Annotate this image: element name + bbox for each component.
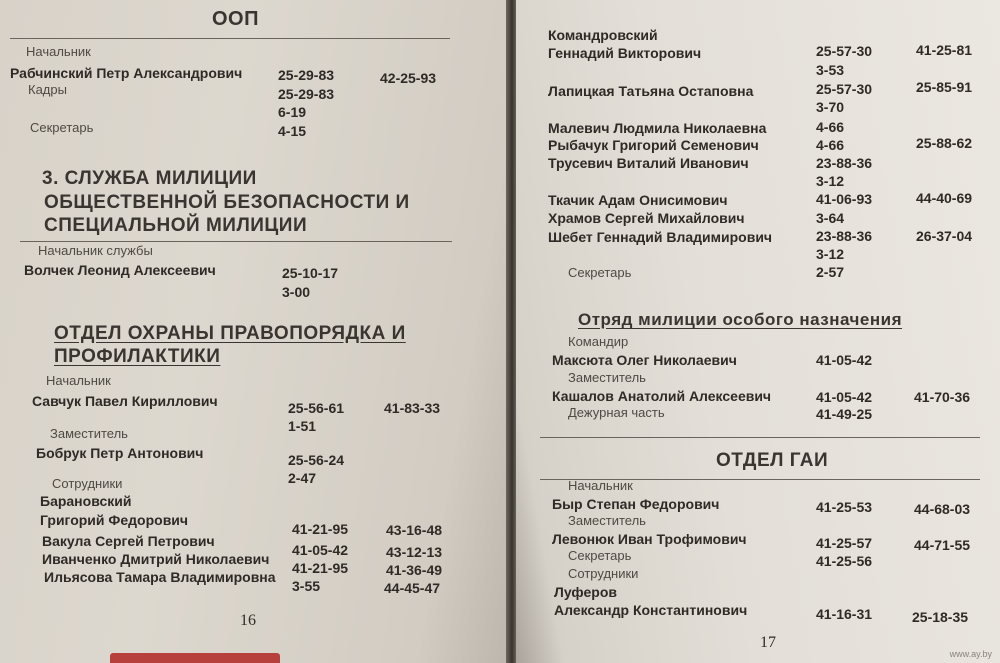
right-staff-1-phone2: 25-85-91 xyxy=(916,79,973,95)
service-heading-rule xyxy=(20,241,452,242)
right-staff-0-name-line2: Геннадий Викторович xyxy=(548,45,702,61)
right-staff-2-name: Малевич Людмила Николаевна xyxy=(548,120,767,136)
oopp-chief-phone2: 41-83-33 xyxy=(384,400,441,416)
gai-secretary-phone: 41-25-56 xyxy=(816,553,873,569)
right-staff-1-phone: 25-57-30 xyxy=(816,81,873,97)
omon-deputy-phone2: 41-70-36 xyxy=(914,389,971,405)
oopp-staff-0-phone: 41-21-95 xyxy=(292,521,349,537)
right-staff-3-name: Рыбачук Григорий Семенович xyxy=(548,137,759,153)
right-staff-7-phone: 23-88-36 xyxy=(816,228,873,244)
oopp-staff-0-name-line1: Барановский xyxy=(40,493,132,509)
gai-chief-name: Быр Степан Федорович xyxy=(552,496,720,512)
gai-deputy-name: Левонюк Иван Трофимович xyxy=(552,531,747,547)
omon-deputy-phone: 41-05-42 xyxy=(816,389,873,405)
oopp-staff-0-phone2: 43-16-48 xyxy=(386,522,443,538)
right-staff-2-phone: 4-66 xyxy=(816,119,845,135)
service-chief-phone-b: 3-00 xyxy=(282,284,311,300)
gai-chief-phone2: 44-68-03 xyxy=(914,501,971,517)
right-staff-4-phone: 23-88-36 xyxy=(816,155,873,171)
omon-duty-label: Дежурная часть xyxy=(568,405,665,420)
oopp-staff-label: Сотрудники xyxy=(52,476,123,491)
right-page-number: 17 xyxy=(760,634,776,651)
oopp-staff-0-name-line2: Григорий Федорович xyxy=(40,512,189,528)
right-staff-7-phone-b: 3-12 xyxy=(816,246,845,262)
oopp-staff-1-name: Вакула Сергей Петрович xyxy=(42,533,215,549)
oopp-staff-2-phone2: 41-36-49 xyxy=(386,562,443,578)
omon-commander-phone: 41-05-42 xyxy=(816,352,873,368)
right-staff-5-name: Ткачик Адам Онисимович xyxy=(548,192,728,208)
oopp-chief-label: Начальник xyxy=(46,373,111,388)
omon-heading: Отряд милиции особого назначения xyxy=(578,310,902,329)
oop-chief-phone: 25-29-83 xyxy=(278,67,335,83)
oopp-chief-phone-b: 1-51 xyxy=(288,418,317,434)
gai-deputy-phone2: 44-71-55 xyxy=(914,537,971,553)
right-staff-7-name: Шебет Геннадий Владимирович xyxy=(548,229,773,245)
oop-heading: ООП xyxy=(212,8,259,30)
right-staff-3-phone2: 25-88-62 xyxy=(916,135,973,151)
oopp-deputy-phone: 25-56-24 xyxy=(288,452,345,468)
right-staff-0-phone-b: 3-53 xyxy=(816,62,845,78)
right-staff-4-phone-b: 3-12 xyxy=(816,173,845,189)
service-chief-phone: 25-10-17 xyxy=(282,265,339,281)
right-staff-5-phone: 41-06-93 xyxy=(816,191,873,207)
right-staff-1-phone-b: 3-70 xyxy=(816,99,845,115)
gai-top-rule xyxy=(540,437,980,438)
gai-secretary-label: Секретарь xyxy=(568,548,632,563)
omon-duty-phone: 41-49-25 xyxy=(816,406,873,422)
gai-heading: ОТДЕЛ ГАИ xyxy=(716,450,829,471)
oop-chief-label: Начальник xyxy=(26,44,91,59)
service-heading-line1: 3. СЛУЖБА МИЛИЦИИ xyxy=(42,168,257,189)
gai-staff-name-line2: Александр Константинович xyxy=(554,602,748,618)
omon-deputy-label: Заместитель xyxy=(568,370,646,385)
oop-chief-name: Рабчинский Петр Александрович xyxy=(10,65,243,81)
oop-chief-phone2: 42-25-93 xyxy=(380,70,437,86)
right-secretary-phone: 2-57 xyxy=(816,264,845,280)
oop-secretary-phone: 4-15 xyxy=(278,123,307,139)
oopp-heading-line2: ПРОФИЛАКТИКИ xyxy=(54,346,221,367)
oopp-chief-name: Савчук Павел Кириллович xyxy=(32,393,218,409)
gai-chief-label: Начальник xyxy=(568,478,633,493)
service-chief-name: Волчек Леонид Алексеевич xyxy=(24,262,216,278)
gai-staff-phone: 41-16-31 xyxy=(816,606,873,622)
gai-staff-phone2: 25-18-35 xyxy=(912,609,969,625)
right-staff-7-phone2: 26-37-04 xyxy=(916,228,973,244)
right-staff-4-name: Трусевич Виталий Иванович xyxy=(548,155,749,171)
oop-hr-phone: 25-29-83 xyxy=(278,86,335,102)
oop-hr-label: Кадры xyxy=(28,82,67,97)
gai-deputy-label: Заместитель xyxy=(568,513,646,528)
oopp-heading-line1: ОТДЕЛ ОХРАНЫ ПРАВОПОРЯДКА И xyxy=(54,323,406,344)
right-staff-5-phone2: 44-40-69 xyxy=(916,190,973,206)
oopp-chief-phone: 25-56-61 xyxy=(288,400,345,416)
gai-deputy-phone: 41-25-57 xyxy=(816,535,873,551)
right-staff-0-phone: 25-57-30 xyxy=(816,43,873,59)
gai-chief-phone: 41-25-53 xyxy=(816,499,873,515)
oopp-staff-3-phone: 3-55 xyxy=(292,578,321,594)
gai-staff-label: Сотрудники xyxy=(568,566,639,581)
right-staff-0-name-line1: Командровский xyxy=(548,27,658,43)
right-staff-0-phone2: 41-25-81 xyxy=(916,42,973,58)
oopp-staff-2-name: Иванченко Дмитрий Николаевич xyxy=(42,551,270,567)
omon-commander-label: Командир xyxy=(568,334,629,349)
right-page xyxy=(516,0,1000,663)
watermark: www.ay.by xyxy=(949,649,992,659)
oop-secretary-label: Секретарь xyxy=(30,120,94,135)
right-staff-3-phone: 4-66 xyxy=(816,137,845,153)
oopp-deputy-name: Бобрук Петр Антонович xyxy=(36,445,204,461)
oop-hr-phone-b: 6-19 xyxy=(278,104,307,120)
left-page-number: 16 xyxy=(240,612,256,629)
oopp-deputy-phone-b: 2-47 xyxy=(288,470,317,486)
right-staff-6-name: Храмов Сергей Михайлович xyxy=(548,210,745,226)
right-staff-1-name: Лапицкая Татьяна Остаповна xyxy=(548,83,754,99)
gai-staff-name-line1: Луферов xyxy=(554,584,617,600)
service-heading-line3: СПЕЦИАЛЬНОЙ МИЛИЦИИ xyxy=(44,215,308,236)
oopp-staff-1-phone: 41-05-42 xyxy=(292,542,349,558)
oopp-deputy-label: Заместитель xyxy=(50,426,128,441)
oopp-staff-3-name: Ильясова Тамара Владимировна xyxy=(44,569,276,585)
right-secretary-label: Секретарь xyxy=(568,265,632,280)
oopp-staff-1-phone2: 43-12-13 xyxy=(386,544,443,560)
service-chief-label: Начальник службы xyxy=(38,243,153,258)
oopp-staff-3-phone2: 44-45-47 xyxy=(384,580,441,596)
red-book-cover-edge xyxy=(110,653,280,663)
oopp-staff-2-phone: 41-21-95 xyxy=(292,560,349,576)
oop-heading-rule xyxy=(10,38,450,39)
service-heading-line2: ОБЩЕСТВЕННОЙ БЕЗОПАСНОСТИ И xyxy=(44,192,410,213)
right-staff-6-phone: 3-64 xyxy=(816,210,845,226)
omon-deputy-name: Кашалов Анатолий Алексеевич xyxy=(552,388,772,404)
omon-commander-name: Максюта Олег Николаевич xyxy=(552,352,737,368)
